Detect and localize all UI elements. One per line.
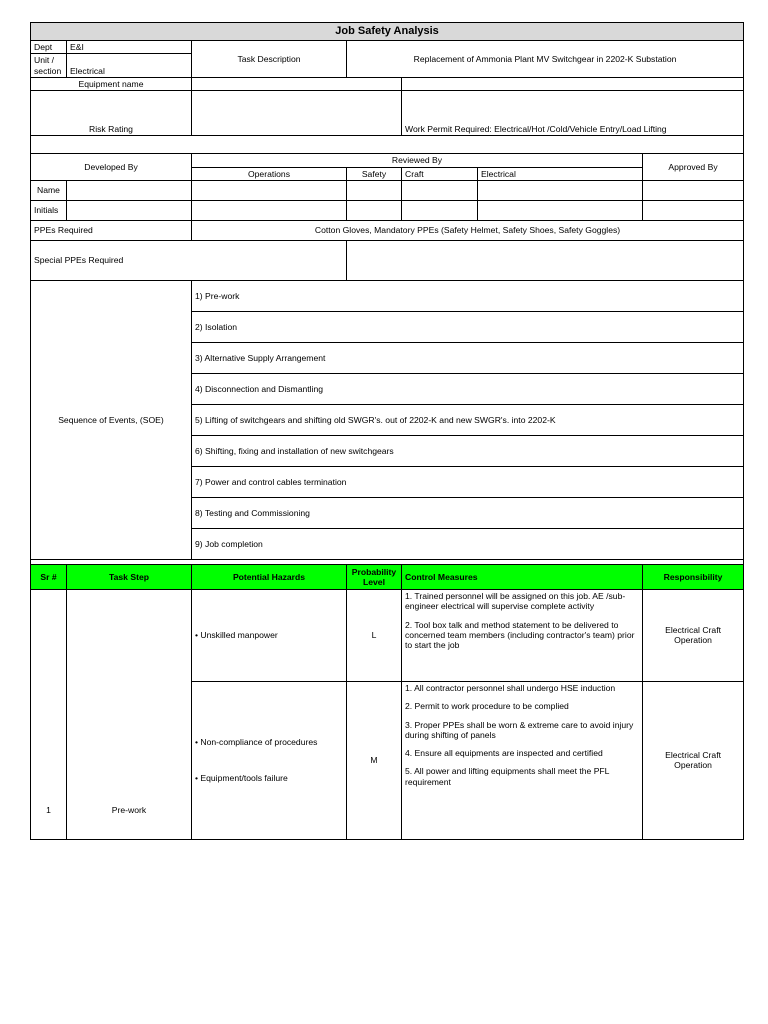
control-measure: 2. Permit to work procedure to be complied bbox=[405, 701, 569, 712]
control-measure: 1. Trained personnel will be assigned on this job. AE /sub-engineer electrical will supervise complete activity bbox=[405, 590, 626, 612]
controls-cell bbox=[402, 681, 643, 839]
task-description-value: Replacement of Ammonia Plant MV Switchgear in 2202-K Substation bbox=[347, 41, 744, 78]
approved-by-label: Approved By bbox=[643, 154, 744, 181]
control-measure: 1. All contractor personnel shall undergo HSE induction bbox=[405, 682, 616, 693]
header-task-step: Task Step bbox=[67, 564, 192, 589]
initials-safety bbox=[347, 200, 402, 220]
hazards-cell bbox=[192, 681, 347, 839]
risk-rating-label: Risk Rating bbox=[31, 91, 192, 136]
ppes-label: PPEs Required bbox=[31, 220, 192, 240]
header-probability-level: Probability Level bbox=[347, 564, 402, 589]
control-measure: 2. Tool box talk and method statement to be delivered to concerned team members (including contractor's team) prior to start the job bbox=[405, 619, 635, 651]
initials-label: Initials bbox=[31, 200, 67, 220]
reviewer-electrical: Electrical bbox=[478, 167, 643, 180]
name-electrical bbox=[478, 180, 643, 200]
dept-value: E&I bbox=[67, 41, 192, 54]
soe-item: 2) Isolation bbox=[192, 311, 744, 342]
task-description-label: Task Description bbox=[192, 41, 347, 78]
soe-item: 8) Testing and Commissioning bbox=[192, 497, 744, 528]
document-title: Job Safety Analysis bbox=[31, 23, 744, 41]
reviewer-safety: Safety bbox=[347, 167, 402, 180]
initials-electrical bbox=[478, 200, 643, 220]
soe-label: Sequence of Events, (SOE) bbox=[31, 280, 192, 559]
soe-item: 4) Disconnection and Dismantling bbox=[192, 373, 744, 404]
initials-craft bbox=[402, 200, 478, 220]
name-approved bbox=[643, 180, 744, 200]
reviewer-craft: Craft bbox=[402, 167, 478, 180]
initials-developed bbox=[67, 200, 192, 220]
name-safety bbox=[347, 180, 402, 200]
developed-by-label: Developed By bbox=[31, 154, 192, 181]
name-operations bbox=[192, 180, 347, 200]
hazard-item: • Non-compliance of procedures bbox=[195, 737, 318, 748]
header-control-measures: Control Measures bbox=[402, 564, 643, 589]
equipment-name-label: Equipment name bbox=[31, 77, 192, 90]
step-name: Pre-work bbox=[67, 589, 192, 839]
probability-cell: L bbox=[347, 589, 402, 681]
job-safety-analysis-sheet bbox=[30, 22, 743, 840]
probability-cell: M bbox=[347, 681, 402, 839]
name-craft bbox=[402, 180, 478, 200]
jsa-header-table bbox=[30, 22, 744, 840]
soe-item: 5) Lifting of switchgears and shifting old SWGR's. out of 2202-K and new SWGR's. into 2202-K bbox=[192, 404, 744, 435]
dept-label: Dept bbox=[31, 41, 67, 54]
unit-value: Electrical bbox=[67, 54, 192, 78]
control-measure: 3. Proper PPEs shall be worn & extreme care to avoid injury during shifting of panels bbox=[405, 719, 634, 740]
spacer-row bbox=[31, 136, 744, 154]
header-responsibility: Responsibility bbox=[643, 564, 744, 589]
responsibility-cell: Electrical Craft Operation bbox=[643, 681, 744, 839]
work-permit-text: Work Permit Required: Electrical/Hot /Cold/Vehicle Entry/Load Lifting bbox=[402, 91, 744, 136]
reviewed-by-label: Reviewed By bbox=[192, 154, 643, 167]
unit-label: Unit / section bbox=[31, 54, 67, 78]
hazards-cell bbox=[192, 589, 347, 681]
special-ppes-value bbox=[347, 240, 744, 280]
equipment-name-value bbox=[192, 77, 402, 90]
step-sr: 1 bbox=[31, 589, 67, 839]
name-developed bbox=[67, 180, 192, 200]
initials-operations bbox=[192, 200, 347, 220]
equipment-name-extra bbox=[402, 77, 744, 90]
soe-item: 7) Power and control cables termination bbox=[192, 466, 744, 497]
initials-approved bbox=[643, 200, 744, 220]
soe-item: 3) Alternative Supply Arrangement bbox=[192, 342, 744, 373]
controls-cell bbox=[402, 589, 643, 681]
control-measure: 4. Ensure all equipments are inspected and certified bbox=[405, 748, 603, 759]
soe-item: 9) Job completion bbox=[192, 528, 744, 559]
risk-rating-value bbox=[192, 91, 402, 136]
reviewer-operations: Operations bbox=[192, 167, 347, 180]
soe-item: 6) Shifting, fixing and installation of new switchgears bbox=[192, 435, 744, 466]
ppes-value: Cotton Gloves, Mandatory PPEs (Safety Helmet, Safety Shoes, Safety Goggles) bbox=[192, 220, 744, 240]
hazard-item: • Unskilled manpower bbox=[195, 630, 278, 641]
special-ppes-label: Special PPEs Required bbox=[31, 240, 347, 280]
header-potential-hazards: Potential Hazards bbox=[192, 564, 347, 589]
header-sr: Sr # bbox=[31, 564, 67, 589]
table-row bbox=[31, 589, 744, 681]
soe-item: 1) Pre-work bbox=[192, 280, 744, 311]
control-measure: 5. All power and lifting equipments shall meet the PFL requirement bbox=[405, 766, 610, 787]
name-label: Name bbox=[31, 180, 67, 200]
responsibility-cell: Electrical Craft Operation bbox=[643, 589, 744, 681]
hazard-item: • Equipment/tools failure bbox=[195, 773, 288, 784]
